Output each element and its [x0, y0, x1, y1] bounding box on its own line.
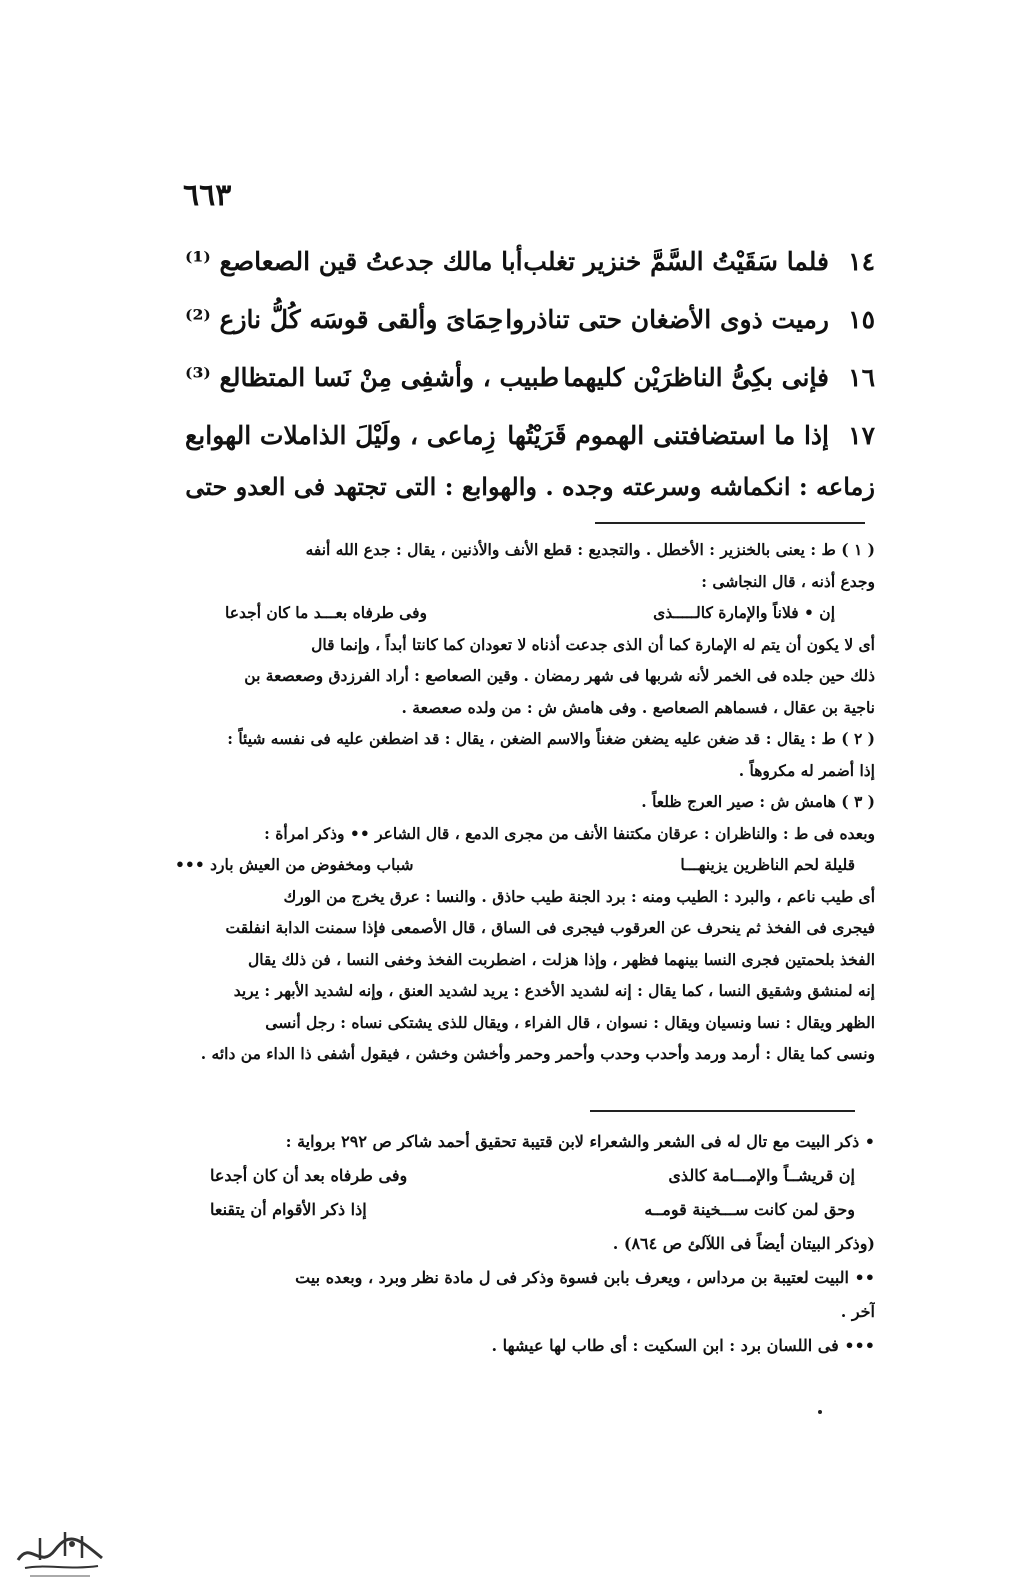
footnotes-block	[165, 534, 875, 1070]
note-verse	[150, 1193, 875, 1227]
verse-number: ١٥	[848, 304, 875, 334]
notes-divider	[590, 1110, 855, 1112]
gloss-line: زماعه : انكماشه وسرعته وجده . والهوابع : التى تجتهد فى العدو حتى	[185, 472, 875, 501]
verse-row	[185, 294, 875, 344]
hemistich: قليلة لحم الناظرين يزينهـــا	[680, 855, 855, 874]
footnote-line: ونسى كما يقال : أرمد ورمد وأحدب وحدب وأحمر وحمر وأخشن وخشن ، فيقول أشفى ذا الداء من دائه .	[200, 1044, 875, 1063]
footnote-verse	[165, 597, 875, 629]
footnote-line: أى لا يكون أن يتم له الإمارة كما أن الذى جدعت أذناه لا تعودان كما كانتا أبداً ، وإنما قال	[311, 634, 875, 654]
hemistich: وحق لمن كانت ســـخينة قومــه	[644, 1200, 855, 1219]
note-line: (وذكر البيتان أيضاً فى اللآلئ ص ٨٦٤) .	[612, 1234, 875, 1253]
note-line: ••• فى اللسان برد : ابن السكيت : أى طاب لها عيشها .	[491, 1336, 875, 1355]
verse-first-hemistich	[507, 421, 875, 450]
verse-second-hemistich: حِمَاىَ وألقى قوسَه كُلُّ نازع ⁽²⁾	[185, 304, 504, 334]
hemistich: إن • فلاناً والإمارة كالـــــذى	[653, 603, 835, 622]
verse-number: ١٦	[848, 362, 875, 392]
footnote-line: الظهر ويقال : نسا ونسيان ويقال : نسوان ، قال الفراء ، ويقال للذى يشتكى نساه : رجل أنسى	[265, 1012, 875, 1032]
verse-first-hemistich	[563, 363, 875, 392]
editor-notes-block	[150, 1125, 875, 1363]
page-number: ٦٦٣	[183, 178, 232, 213]
footnote-line: ( ٢ ) ط : يقال : قد ضغن عليه يضغن ضغناً والاسم الضغن ، يقال : قد اضطغن عليه فى نفسه شيئاً :	[227, 729, 875, 748]
verse-first-hemistich	[505, 305, 875, 334]
footnote-line: إذا أضمر له مكروهاً .	[738, 760, 875, 780]
footnote-line: أى طيب ناعم ، والبرد : الطيب ومنه : برد الجنة طيب حاذق . والنسا : عرق يخرج من الورك	[283, 886, 875, 906]
verse-text: فلما سَقَيْتُ السَّمَّ خنزير تغلب	[523, 246, 829, 276]
note-line: • ذكر البيت مع تال له فى الشعر والشعراء لابن قتيبة تحقيق أحمد شاكر ص ٢٩٢ برواية :	[285, 1132, 875, 1151]
footnote-line: إنه لمنشق وشقيق النسا ، كما يقال : إنه لشديد الأخدع : يريد لشديد العنق ، وإنه لشديد الأبهر : يريد	[233, 981, 875, 1000]
footnote-line: وجدع أذنه ، قال النجاشى :	[701, 571, 875, 591]
footnote-line: ( ١ ) ط : يعنى بالخنزير : الأخطل . والتجديع : قطع الأنف والأذنين ، يقال : جدع الله أنفه	[305, 540, 875, 559]
verse-text: رميت ذوى الأضغان حتى تناذروا	[505, 304, 829, 334]
verse-row	[185, 352, 875, 402]
verse-row	[185, 410, 875, 460]
verse-first-hemistich	[523, 247, 875, 276]
note-line: آخر .	[840, 1302, 875, 1321]
note-line: •• البيت لعتيبة بن مرداس ، ويعرف بابن فسوة وذكر فى ل مادة نظر وبرد ، وبعده بيت	[295, 1268, 875, 1287]
verse-number: ١٧	[848, 420, 875, 450]
hemistich: إذا ذكر الأقوام أن يتقنعا	[210, 1200, 367, 1219]
stray-dot	[818, 1410, 822, 1414]
footnote-line: ناجية بن عقال ، فسماهم الصعاصع . وفى هامش ش : من ولده صعصعة .	[401, 697, 875, 717]
hemistich: وفى طرفاه بعـــد ما كان أجدعا	[225, 603, 427, 622]
hemistich: إن قريشــاً والإمـــامة كالذى	[668, 1166, 855, 1185]
footnote-line: وبعده فى ط : والناظران : عرقان مكتنفا الأنف من مجرى الدمع ، قال الشاعر •• وذكر امرأة :	[264, 823, 875, 843]
verse-row	[185, 236, 875, 286]
footnote-verse	[165, 849, 875, 881]
calligraphy-stamp-logo	[10, 1520, 110, 1582]
hemistich: وفى طرفاه بعد أن كان أجدعا	[210, 1166, 408, 1185]
verse-text: إذا ما استضافتنى الهموم قَرَيْتُها	[507, 420, 829, 450]
hemistich: شباب ومخفوض من العيش بارد •••	[175, 855, 414, 874]
verse-text: فإنى بكِىُّ الناظرَيْن كليهما	[563, 362, 829, 392]
footnote-line: ذلك حين جلده فى الخمر لأنه شربها فى شهر رمضان . وقين الصعاصع : أراد الفرزدق وصعصعة بن	[244, 666, 875, 685]
footnote-line: فيجرى فى الفخذ ثم ينحرف عن العرقوب فيجرى فى الساق ، قال الأصمعى فإذا سمنت الدابة انفلقت	[225, 918, 875, 937]
footnote-divider	[595, 522, 865, 524]
verse-second-hemistich: طبيب ، وأشفِى مِنْ نَسا المتظالع ⁽³⁾	[185, 362, 560, 392]
verse-second-hemistich: زِماعى ، ولَيْلَ الذاملات الهوابع	[185, 420, 496, 450]
verse-number: ١٤	[848, 246, 875, 276]
footnote-line: الفخذ بلحمتين فجرى النسا بينهما فظهر ، وإذا هزلت ، اضطربت الفخذ وخفى النسا ، فن ذلك يقال	[247, 949, 875, 969]
note-verse	[150, 1159, 875, 1193]
footnote-line: ( ٣ ) هامش ش : صير العرج ظلعاً .	[641, 792, 875, 811]
verse-second-hemistich: أبا مالك جدعتُ قين الصعاصع ⁽¹⁾	[185, 246, 523, 276]
